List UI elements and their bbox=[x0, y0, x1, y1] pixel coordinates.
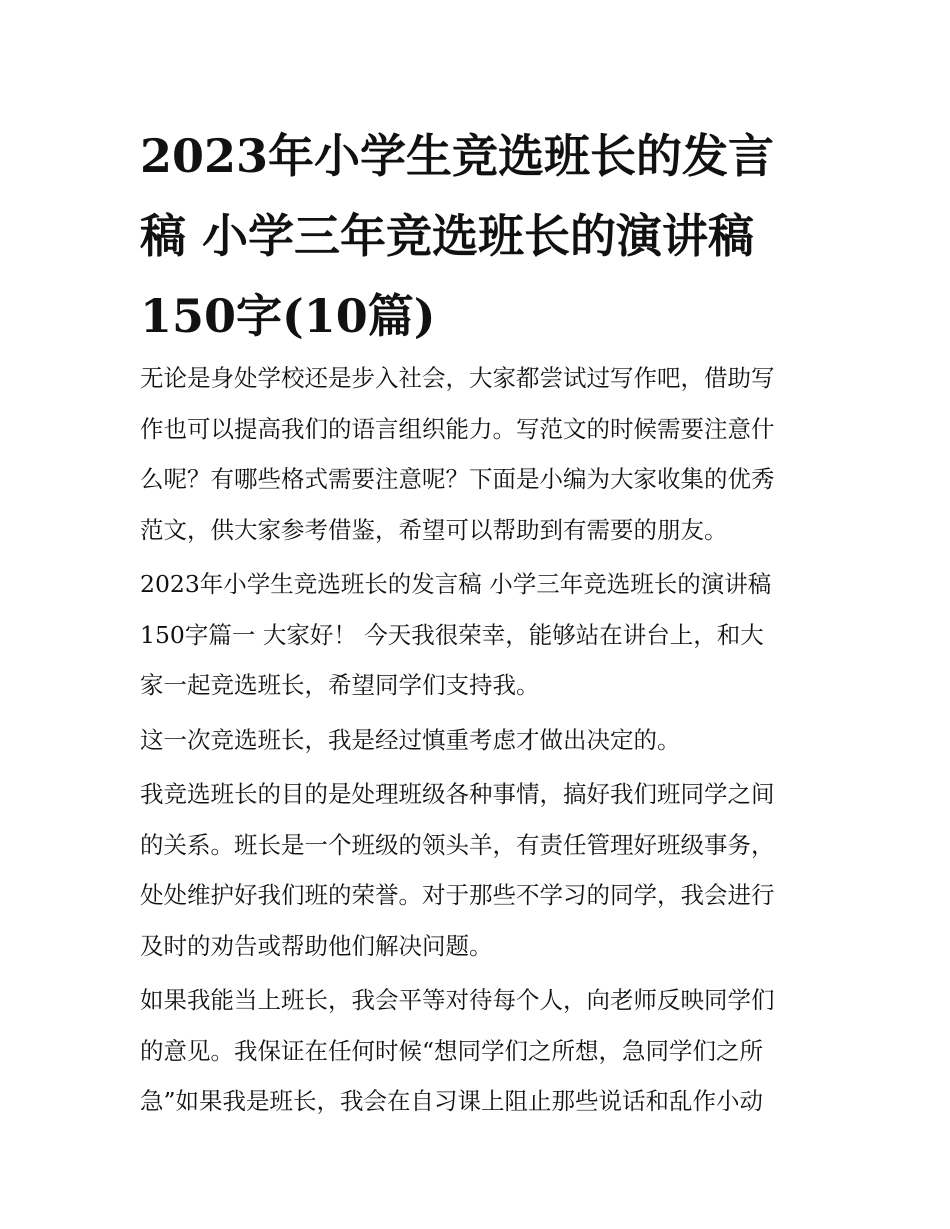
title-line: 稿 小学三年竞选班长的演讲稿 bbox=[140, 209, 755, 263]
speech-heading-paragraph bbox=[140, 559, 820, 711]
text-line: 范文，供大家参考借鉴，希望可以帮助到有需要的朋友。 bbox=[140, 515, 728, 544]
document-body bbox=[140, 353, 820, 1131]
text-line: 2023年小学生竞选班长的发言稿 小学三年竞选班长的演讲稿 bbox=[140, 570, 772, 598]
text-line: 的意见。我保证在任何时候“想同学们之所想，急同学们之所 bbox=[140, 1036, 764, 1065]
text-line: 150字篇一 大家好！ 今天我很荣幸，能够站在讲台上，和大 bbox=[140, 620, 764, 649]
text-line: 么呢？有哪些格式需要注意呢？下面是小编为大家收集的优秀 bbox=[140, 465, 775, 493]
text-line: 我竞选班长的目的是处理班级各种事情，搞好我们班同学之间 bbox=[140, 780, 775, 808]
text-line: 家一起竞选班长，希望同学们支持我。 bbox=[140, 671, 540, 699]
text-line: 这一次竞选班长，我是经过慎重考虑才做出决定的。 bbox=[140, 725, 681, 754]
body-paragraph bbox=[140, 715, 820, 766]
text-line: 及时的劝告或帮助他们解决问题。 bbox=[140, 931, 493, 960]
title-line: 2023年小学生竞选班长的发言 bbox=[140, 129, 775, 183]
title-line: 150字(10篇) bbox=[140, 289, 436, 343]
body-paragraph bbox=[140, 975, 820, 1127]
text-line: 的关系。班长是一个班级的领头羊，有责任管理好班级事务， bbox=[140, 830, 775, 859]
document-title bbox=[140, 116, 820, 356]
text-line: 急”如果我是班长，我会在自习课上阻止那些说话和乱作小动 bbox=[140, 1087, 764, 1115]
text-line: 无论是身处学校还是步入社会，大家都尝试过写作吧，借助写 bbox=[140, 364, 775, 392]
intro-paragraph bbox=[140, 353, 820, 555]
text-line: 如果我能当上班长，我会平等对待每个人，向老师反映同学们 bbox=[140, 986, 775, 1014]
body-paragraph bbox=[140, 769, 820, 971]
text-line: 作也可以提高我们的语言组织能力。写范文的时候需要注意什 bbox=[140, 414, 775, 443]
text-line: 处处维护好我们班的荣誉。对于那些不学习的同学，我会进行 bbox=[140, 881, 775, 909]
